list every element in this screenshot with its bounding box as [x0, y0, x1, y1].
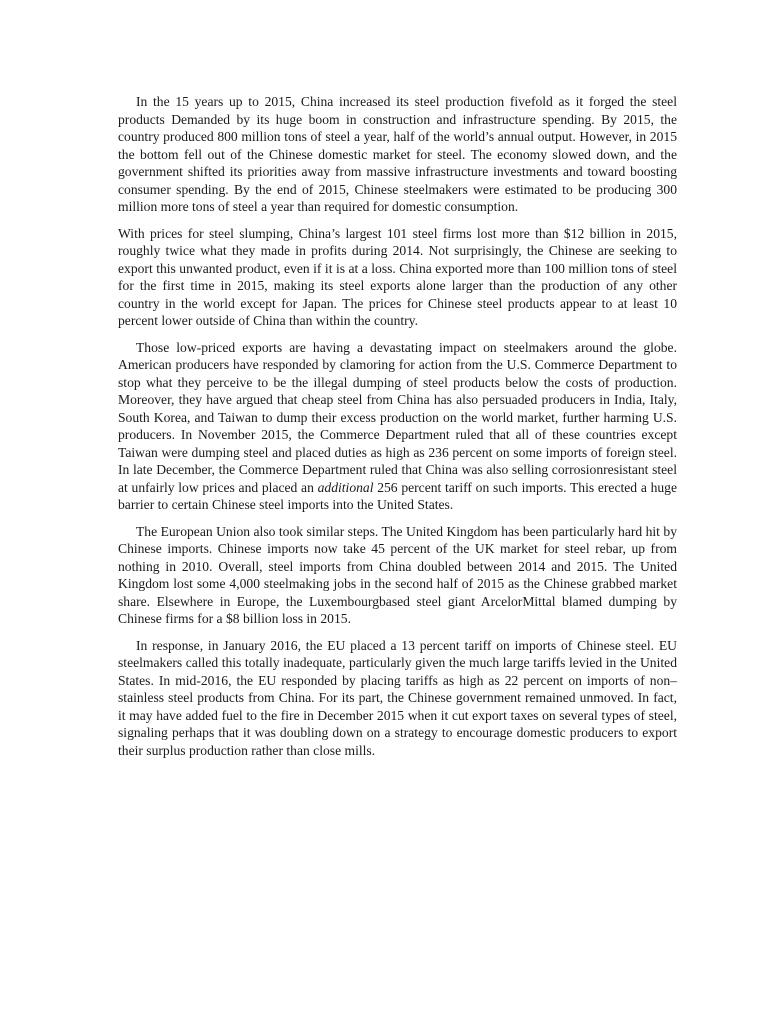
emphasized-word: additional	[317, 479, 374, 495]
paragraph-text-before-emphasis: Those low-priced exports are having a devastating impact on steelmakers around the globe. American producers have responded by clamoring for action from the U.S. Commerce Department to stop what they perceive to be the illegal dumping of steel products below the costs of production. Moreover, they have argued that cheap steel from China has also persuaded producers in India, Italy, South Korea, and Taiwan to dump their excess production on the world market, further harming U.S. producers. In November 2015, the Commerce Department ruled that all of these countries except Taiwan were dumping steel and placed duties as high as 236 percent on some imports of foreign steel. In late December, the Commerce Department ruled that China was also selling corrosionresistant steel at unfairly low prices and placed an	[118, 339, 677, 495]
paragraph-steel-prices-slumping: With prices for steel slumping, China’s largest 101 steel firms lost more than $12 billion in 2015, roughly twice what they made in profits during 2014. Not surprisingly, the Chinese are seeking to export this unwanted product, even if it is at a loss. China exported more than 100 million tons of steel for the first time in 2015, making its steel exports alone larger than the production of any other country in the world except for Japan. The prices for Chinese steel products appear to at least 10 percent lower outside of China than within the country.	[118, 225, 677, 328]
paragraph-low-priced-exports	[118, 339, 677, 514]
document-body	[118, 93, 677, 768]
paragraph-european-union: The European Union also took similar steps. The United Kingdom has been particularly hard hit by Chinese imports. Chinese imports now take 45 percent of the UK market for steel rebar, up from nothing in 2010. Overall, steel imports from China doubled between 2014 and 2015. The United Kingdom lost some 4,000 steelmaking jobs in the second half of 2015 as the Chinese grabbed market share. Elsewhere in Europe, the Luxembourgbased steel giant ArcelorMittal blamed dumping by Chinese firms for a $8 billion loss in 2015.	[118, 523, 677, 626]
paragraph-china-steel-production: In the 15 years up to 2015, China increased its steel production fivefold as it forged the steel products Demanded by its huge boom in construction and infrastructure spending. By 2015, the country produced 800 million tons of steel a year, half of the world’s annual output. However, in 2015 the bottom fell out of the Chinese domestic market for steel. The economy slowed down, and the government shifted its priorities away from massive infrastructure investments and toward boosting consumer spending. By the end of 2015, Chinese steelmakers were estimated to be producing 300 million more tons of steel a year than required for domestic consumption.	[118, 94, 677, 214]
paragraph-text-after-emphasis: 256 percent tariff on such imports. This erected a huge barrier to certain Chinese steel imports into the United States.	[118, 479, 677, 512]
paragraph-eu-response: In response, in January 2016, the EU placed a 13 percent tariff on imports of Chinese steel. EU steelmakers called this totally inadequate, particularly given the much large tariffs levied in the United States. In mid-2016, the EU responded by placing tariffs as high as 22 percent on imports of non–stainless steel products from China. For its part, the Chinese government remained unmoved. In fact, it may have added fuel to the fire in December 2015 when it cut export taxes on several types of steel, signaling perhaps that it was doubling down on a strategy to encourage domestic producers to export their surplus production rather than close mills.	[118, 637, 677, 758]
